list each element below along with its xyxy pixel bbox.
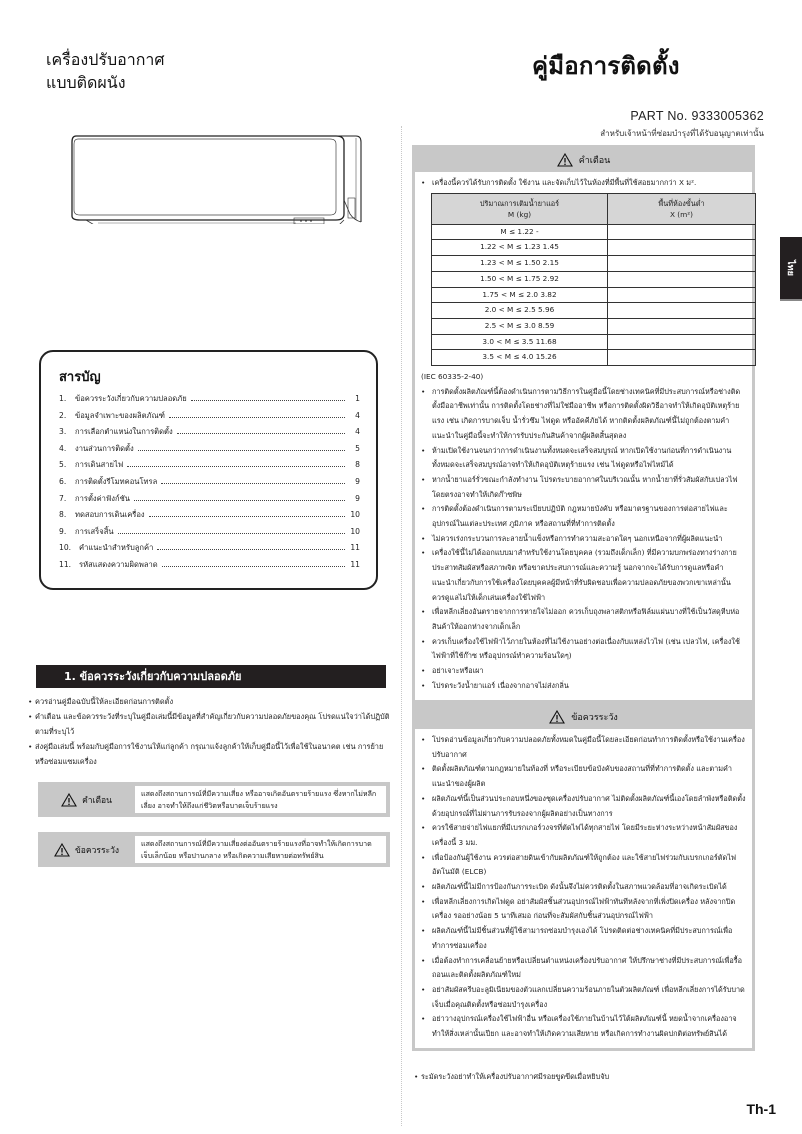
toc-item-page: 11 [350,543,360,553]
toc-item-label: ข้อควรระวังเกี่ยวกับความปลอดภัย [75,394,187,403]
safety-intro-list [28,694,398,769]
table-row [432,318,756,334]
column-header-unit: X (m²) [669,209,694,219]
toc-item[interactable] [59,491,360,508]
toc-leader [138,450,345,451]
toc-leader [134,500,345,501]
toc-item-label: การตั้งค่าฟังก์ชัน [75,493,130,503]
handling-note: • ระมัดระวังอย่าทำให้เครื่องปรับอากาศมีรอยขูดขีดเมื่อหยิบจับ [414,1072,774,1083]
list-item: • เมื่อต้องทำการเคลื่อนย้ายหรือเปลี่ยนตำแหน่งเครื่องปรับอากาศ ให้ปรึกษาช่างที่มีประสบการณ์เพื่อรื้อถอนและติดตั้งผลิตภัณฑ์ใหม่ [421,954,746,983]
warning-triangle-icon [61,793,77,807]
table-cell: M ≤ 1.22 - [432,224,608,240]
list-item: • เพื่อหลีกเลี่ยงอันตรายจากการหายใจไม่ออก ควรเก็บถุงพลาสติกหรือฟิล์มแผ่นบางที่ใช้เป็นวัสดุหีบห่อสินค้าให้ออกห่างจากเด็กเล็ก [421,605,746,634]
table-row [432,303,756,319]
caution-box [412,702,755,1051]
column-header [608,193,756,224]
toc-leader [157,549,345,550]
toc-item-label: งานส่วนการติดตั้ง [75,443,134,453]
list-item: • การติดตั้งต้องดำเนินการตามระเบียบปฏิบัติ กฎหมายบังคับ หรือมาตรฐานของการต่อสายไฟและอุปกรณ์ในแต่ละประเทศ ภูมิภาค หรือสถานที่ที่ทำการติดตั้ง [421,502,746,531]
table-row [432,224,756,240]
table-cell [608,350,756,366]
toc-item-label: รหัสแสดงความผิดพลาด [79,559,158,569]
list-item: • คำเตือน และข้อควรระวังที่ระบุในคู่มือเล่มนี้มีข้อมูลที่สำคัญเกี่ยวกับความปลอดภัยของคุณ โปรดแน่ใจว่าได้ปฏิบัติตามที่ระบุไว้ [28,709,398,739]
legend-caution [38,832,390,867]
toc-leader [169,417,345,418]
table-cell: 3.0 < M ≤ 3.5 11.68 [432,334,608,350]
legend-warning-text: คำเตือน [82,795,112,806]
toc-item-number: 11. [59,559,72,569]
service-note: สำหรับเจ้าหน้าที่ซ่อมบำรุงที่ได้รับอนุญาตเท่านั้น [600,129,764,138]
column-divider [401,126,402,1126]
legend-caution-description: แสดงถึงสถานการณ์ที่มีความเสี่ยงต่ออันตรายร้ายแรงที่อาจทำให้เกิดการบาดเจ็บเล็กน้อย หรือปานกลาง หรือเกิดความเสียหายต่อทรัพย์สิน [135,836,386,863]
toc-item[interactable] [59,441,360,458]
toc-item-number: 7. [59,493,67,503]
table-header-row [432,193,756,224]
table-cell: 1.23 < M ≤ 1.50 2.15 [432,256,608,272]
toc-leader [177,433,345,434]
warning-box-body [415,172,752,700]
legend-caution-text: ข้อควรระวัง [75,845,119,856]
toc-item-label: ข้อมูลจำเพาะของผลิตภัณฑ์ [75,410,165,420]
list-item: • อย่าเจาะหรือเผา [421,664,746,679]
list-item: • โปรดอ่านข้อมูลเกี่ยวกับความปลอดภัยทั้งหมดในคู่มือนี้โดยละเอียดก่อนทำการติดตั้งหรือใช้งานเครื่องปรับอากาศ [421,733,746,762]
table-cell: 2.5 < M ≤ 3.0 8.59 [432,318,608,334]
toc-leader [191,400,345,401]
column-header-line: ปริมาณการเติมน้ำยาแอร์ [479,198,560,208]
section-heading: 1. ข้อควรระวังเกี่ยวกับความปลอดภัย [36,665,386,688]
toc-item-number: 2. [59,410,67,420]
table-cell: 1.75 < M ≤ 2.0 3.82 [432,287,608,303]
toc-item-page: 11 [350,559,360,569]
table-cell [608,318,756,334]
table-cell: 3.5 < M ≤ 4.0 15.26 [432,350,608,366]
table-cell [608,240,756,256]
toc-leader [127,466,345,467]
toc-item-number: 8. [59,510,67,520]
toc-item-page: 4 [355,410,360,420]
toc-item-label: การเลือกตำแหน่งในการติดตั้ง [75,427,173,437]
warning-box-title: คำเตือน [578,156,611,166]
toc-title: สารบัญ [59,370,101,385]
toc-item-page: 10 [350,526,360,536]
legend-caution-label [38,843,135,857]
legend-warning-label [38,793,135,807]
list-item: • ติดตั้งผลิตภัณฑ์ตามกฎหมายในท้องที่ หรือระเบียบข้อบังคับของสถานที่ที่ทำการติดตั้ง และตามคำแนะนำของผู้ผลิต [421,762,746,791]
table-cell [608,224,756,240]
list-item: • อย่าวางอุปกรณ์เครื่องใช้ไฟฟ้าอื่น หรือเครื่องใช้ภายในบ้านไว้ใต้ผลิตภัณฑ์นี้ หยดน้ำจากเครื่องอาจทำให้สิ่งเหล่านั้นเปียก และอาจทำให้เกิดความเสียหาย หรือเกิดการทำงานผิดปกติต่อทรัพย์สินได้ [421,1012,746,1041]
list-item: • ควรอ่านคู่มือฉบับนี้ให้ละเอียดก่อนการติดตั้ง [28,694,398,709]
table-cell: 1.50 < M ≤ 1.75 2.92 [432,271,608,287]
caution-box-title: ข้อควรระวัง [571,713,618,723]
caution-box-body [415,729,752,1048]
toc-item-page: 5 [355,443,360,453]
toc-item[interactable] [59,424,360,441]
language-tab-label: ไทย [785,260,795,276]
caution-box-header [415,705,752,729]
table-cell [608,303,756,319]
toc-leader [118,533,345,534]
toc-item[interactable] [59,457,360,474]
warning-box [412,145,755,703]
list-item: • ผลิตภัณฑ์นี้ไม่มีการป้องกันการระเบิด ดังนั้นจึงไม่ควรติดตั้งในสภาพแวดล้อมที่อาจเกิดระเบิดได้ [421,880,746,895]
refrigerant-table [431,193,756,366]
toc-item[interactable] [59,408,360,425]
toc-item[interactable] [59,474,360,491]
product-name-line1: เครื่องปรับอากาศ [46,50,165,69]
toc-item-number: 1. [59,394,67,403]
toc-item-label: การเดินสายไฟ [75,460,124,470]
toc-item-number: 6. [59,476,67,486]
product-name [46,48,165,94]
part-number: PART No. 9333005362 [630,109,764,123]
legend-warning [38,782,390,817]
table-row [432,334,756,350]
toc-item-page: 1 [355,394,360,403]
toc-item-number: 3. [59,427,67,437]
table-cell: 1.22 < M ≤ 1.23 1.45 [432,240,608,256]
toc-item-page: 8 [355,460,360,470]
toc-item-number: 4. [59,443,67,453]
page-number: Th-1 [746,1101,776,1117]
table-row [432,287,756,303]
list-item: • เพื่อหลีกเลี่ยงการเกิดไฟดูด อย่าสัมผัสชิ้นส่วนอุปกรณ์ไฟฟ้าทันทีหลังจากที่เพิ่งปิดเครื่อง หลังจากปิดเครื่อง รออย่างน้อย 5 นาทีเสมอ ก่อนที่จะสัมผัสกับชิ้นส่วนอุปกรณ์ไฟฟ้า [421,895,746,924]
language-tab[interactable] [780,237,802,301]
table-cell [608,271,756,287]
toc-item-number: 9. [59,526,67,536]
toc-item[interactable] [59,507,360,524]
legend-warning-description: แสดงถึงสถานการณ์ที่มีความเสี่ยง หรืออาจเกิดอันตรายร้ายแรง ซึ่งหากไม่หลีกเลี่ยง อาจทำให้ถึงแก่ชีวิตหรือบาดเจ็บร้ายแรง [135,786,386,813]
list-item: • ควรเก็บเครื่องใช้ไฟฟ้าไว้ภายในห้องที่ไม่ใช้งานอย่างต่อเนื่องกับแหล่งไวไฟ (เช่น เปลวไฟ, เครื่องใช้ไฟฟ้าที่ใช้ก๊าซ หรืออุปกรณ์ทำความร้อนใดๆ) [421,635,746,664]
toc-item-label: คำแนะนำสำหรับลูกค้า [79,543,154,553]
list-item: • เครื่องใช้นี้ไม่ได้ออกแบบมาสำหรับใช้งานโดยบุคคล (รวมถึงเด็กเล็ก) ที่มีความบกพร่องทางร่างกาย ประสาทสัมผัสหรือสภาพจิต หรือขาดประสบการณ์และความรู้ นอกจากจะได้รับการดูแลหรือคำแนะนำเกี่ยวกับการใช้เครื่องโดยบุคคลผู้มีหน้าที่รับผิดชอบเพื่อความปลอดภัยของพวกเขาเหล่านั้น ควรดูแลไม่ให้เด็กเล่นเครื่องใช้ไฟฟ้า [421,546,746,605]
toc-item-label: การติดตั้งรีโมทคอนโทรล [75,476,158,486]
list-item: • ห้ามเปิดใช้งานจนกว่าการดำเนินงานทั้งหมดจะเสร็จสมบูรณ์ หากเปิดใช้งานก่อนที่การดำเนินงานทั้งหมดจะเสร็จสมบูรณ์อาจทำให้เกิดอุบัติเหตุร้ายแรง เช่น ไฟดูดหรือไฟไหม้ได้ [421,444,746,473]
table-of-contents [39,350,378,590]
list-item: • เครื่องนี้ควรได้รับการติดตั้ง ใช้งาน และจัดเก็บไว้ในห้องที่มีพื้นที่ใช้สอยมากกว่า X ม². [421,176,746,191]
list-item: • การติดตั้งผลิตภัณฑ์นี้ต้องดำเนินการตามวิธีการในคู่มือนี้โดยช่างเทคนิคที่มีประสบการณ์หรือช่างติดตั้งมืออาชีพเท่านั้น การติดตั้งโดยช่างที่ไม่ใช่มืออาชีพ หรือการติดตั้งผิดวิธีอาจทำให้เกิดอุบัติเหตุร้ายแรง เช่น เกิดการบาดเจ็บ น้ำรั่วซึม ไฟดูด หรืออัคคีภัยได้ หากติดตั้งผลิตภัณฑ์นี้ไม่ถูกต้องตามคำแนะนำในคู่มือนี้จะทำให้การรับประกันสินค้าจากผู้ผลิตสิ้นสุดลง [421,385,746,444]
toc-leader [149,516,345,517]
table-cell: 2.0 < M ≤ 2.5 5.96 [432,303,608,319]
column-header-unit: M (kg) [507,209,532,219]
toc-item-number: 5. [59,460,67,470]
table-cell [608,287,756,303]
list-item: • โปรดระวังน้ำยาแอร์ เนื่องจากอาจไม่ส่งกลิ่น [421,679,746,694]
toc-item-label: ทดสอบการเดินเครื่อง [75,510,145,520]
standard-reference: (IEC 60335-2-40) [421,372,484,382]
list-item: • ไม่ควรเร่งกระบวนการละลายน้ำแข็งหรือการทำความสะอาดใดๆ นอกเหนือจากที่ผู้ผลิตแนะนำ [421,532,746,547]
table-row [432,240,756,256]
list-item: • เพื่อป้องกันผู้ใช้งาน ควรต่อสายดินเข้ากับผลิตภัณฑ์ให้ถูกต้อง และใช้สายไฟร่วมกับเบรกเกอร์ตัดไฟอัตโนมัติ (ELCB) [421,851,746,880]
warning-triangle-icon [549,710,565,724]
column-header [432,193,608,224]
air-conditioner-illustration [68,128,368,224]
toc-item[interactable] [59,557,360,574]
toc-item[interactable] [59,524,360,541]
warning-box-header [415,148,752,172]
list-item: • ควรใช้สายจ่ายไฟแยกที่มีเบรกเกอร์วงจรที่ตัดไฟได้ทุกสายไฟ โดยมีระยะห่างระหว่างหน้าสัมผัสของเครื่องนี้ 3 มม. [421,821,746,850]
table-cell [608,256,756,272]
table-row [432,271,756,287]
toc-leader [162,566,345,567]
table-row [432,256,756,272]
column-header-line: พื้นที่ห้องขั้นต่ำ [658,198,705,208]
document-title: คู่มือการติดตั้ง [532,52,680,80]
warning-triangle-icon [557,153,573,167]
table-cell [608,334,756,350]
toc-item-label: การเสร็จสิ้น [75,526,114,536]
toc-leader [161,483,345,484]
toc-item-page: 9 [355,476,360,486]
toc-item[interactable] [59,391,360,408]
toc-item-page: 4 [355,427,360,437]
toc-item[interactable] [59,540,360,557]
table-row [432,350,756,366]
warning-triangle-icon [54,843,70,857]
list-item: • ส่งคู่มือเล่มนี้ พร้อมกับคู่มือการใช้งานให้แก่ลูกค้า กรุณาแจ้งลูกค้าให้เก็บคู่มือนี้ไว้เพื่อใช้ในอนาคต เช่น การย้าย หรือซ่อมแซมเครื่อง [28,739,398,769]
list-item: • อย่าสัมผัสครีบอะลูมิเนียมของตัวแลกเปลี่ยนความร้อนภายในตัวผลิตภัณฑ์ เพื่อหลีกเลี่ยงการได้รับบาดเจ็บเมื่อคุณติดตั้งหรือซ่อมบำรุงเครื่อง [421,983,746,1012]
list-item: • ผลิตภัณฑ์นี้เป็นส่วนประกอบหนึ่งของชุดเครื่องปรับอากาศ ไม่ติดตั้งผลิตภัณฑ์นี้เองโดยลำพังหรือติดตั้งด้วยอุปกรณ์ที่ไม่ผ่านการรับรองจากผู้ผลิตอย่างเป็นทางการ [421,792,746,821]
product-name-line2: แบบติดผนัง [46,73,126,92]
toc-item-number: 10. [59,543,72,553]
list-item: • ผลิตภัณฑ์นี้ไม่มีชิ้นส่วนที่ผู้ใช้สามารถซ่อมบำรุงเองได้ โปรดติดต่อช่างเทคนิคที่มีประสบการณ์เพื่อทำการซ่อมเครื่อง [421,924,746,953]
list-item: • หากน้ำยาแอร์รั่วขณะกำลังทำงาน โปรดระบายอากาศในบริเวณนั้น หากน้ำยาที่รั่วสัมผัสกับเปลวไฟโดยตรงอาจทำให้เกิดก๊าซพิษ [421,473,746,502]
toc-item-page: 9 [355,493,360,503]
toc-item-page: 10 [350,510,360,520]
